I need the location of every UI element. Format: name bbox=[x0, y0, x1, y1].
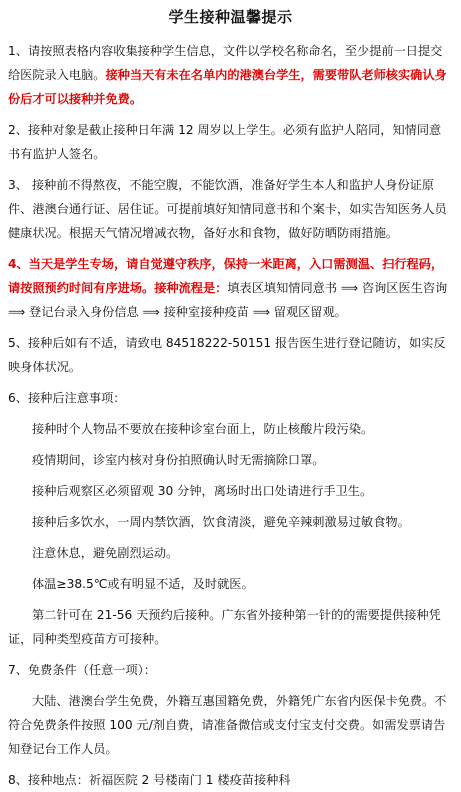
section-6-item: 接种后观察区必须留观 30 分钟，离场时出口处请进行手卫生。 bbox=[32, 484, 373, 498]
flow-step-3: 登记台录入身份信息 bbox=[29, 305, 139, 319]
section-8: 8、接种地点：祈福医院 2 号楼南门 1 楼疫苗接种科 bbox=[8, 773, 291, 787]
flow-step-1: 填表区填知情同意书 bbox=[227, 281, 338, 295]
section-6-item: 体温≥38.5℃或有明显不适，及时就医。 bbox=[32, 577, 254, 591]
section-6-item: 接种时个人物品不要放在接种诊室台面上，防止核酸片段污染。 bbox=[32, 422, 374, 436]
section-6-second-dose: 第二针可在 21-56 天预约后接种。广东省外接种第一针的的需要提供接种凭证，同种类型疫苗方可接种。 bbox=[8, 608, 441, 646]
section-6-item: 注意休息，避免剧烈运动。 bbox=[32, 546, 179, 560]
section-7-heading: 7、免费条件（任意一项）： bbox=[8, 663, 156, 677]
section-6-item: 接种后多饮水，一周内禁饮酒，饮食清淡，避免辛辣刺激易过敏食物。 bbox=[32, 515, 410, 529]
flow-step-5: 留观区留观。 bbox=[273, 305, 347, 319]
section-1 bbox=[8, 39, 453, 111]
section-1-warning: 接种当天有未在名单内的港澳台学生，需要带队老师核实确认身份后才可以接种并免费。 bbox=[8, 68, 447, 106]
flow-step-4: 接种室接种疫苗 bbox=[163, 305, 249, 319]
section-6-heading: 6、接种后注意事项： bbox=[8, 391, 126, 405]
arrow-right-icon: ⟹ bbox=[8, 305, 30, 319]
arrow-right-icon: ⟹ bbox=[138, 305, 164, 319]
flow-step-2: 咨询区医生咨询 bbox=[361, 281, 448, 295]
section-4-warning: 4、当天是学生专场，请自觉遵守秩序，保持一米距离，入口需测温、扫行程码，请按照预约时间有序进场。接种流程是： bbox=[8, 257, 444, 295]
section-2: 2、接种对象是截止接种日年满 12 周岁以上学生。必须有监护人陪同，知情同意书有监护人签名。 bbox=[8, 123, 442, 161]
page-title: 学生接种温馨提示 bbox=[168, 8, 293, 26]
section-4 bbox=[8, 252, 453, 324]
arrow-right-icon: ⟹ bbox=[337, 281, 362, 295]
section-5: 5、接种后如有不适，请致电 84518222-50151 报告医生进行登记随访，如实反映身体状况。 bbox=[8, 336, 446, 374]
section-7-body: 大陆、港澳台学生免费，外籍互惠国籍免费，外籍凭广东省内医保卡免费。不符合免费条件按照 100 元/剂自费，请准备微信或支付宝支付交费。如需发票请告知登记台工作人员。 bbox=[8, 694, 447, 756]
section-1-text: 1、请按照表格内容收集接种学生信息，文件以学校名称命名，至少提前一日提交给医院录入电脑。 bbox=[8, 44, 443, 82]
arrow-right-icon: ⟹ bbox=[248, 305, 274, 319]
section-3: 3、 接种前不得熬夜，不能空腹，不能饮酒，准备好学生本人和监护人身份证原件、港澳台通行证、居住证。可提前填好知情同意书和个案卡，如实告知医务人员健康状况。根据天气情况增减衣物，备好水和食物，做好防晒防雨措施。 bbox=[8, 178, 447, 240]
section-6-item: 疫情期间，诊室内核对身份拍照确认时无需摘除口罩。 bbox=[32, 453, 325, 467]
